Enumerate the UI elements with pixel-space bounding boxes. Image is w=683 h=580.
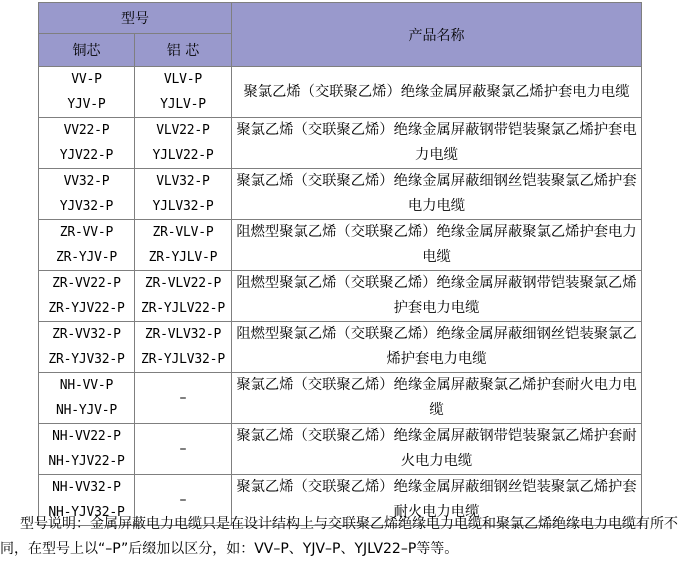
model-code: ZR-YJV32-P <box>48 352 125 367</box>
model-code: ZR-VLV-P <box>152 225 214 240</box>
model-code: NH-YJV32-P <box>48 505 125 520</box>
table-row <box>39 67 642 118</box>
aluminum-model-cell <box>135 118 232 169</box>
product-name-cell: 阻燃型聚氯乙烯（交联聚乙烯）绝缘金属屏蔽聚氯乙烯护套电力电缆 <box>232 220 642 271</box>
model-code: ZR-YJLV-P <box>148 250 218 265</box>
product-name-cell: 聚氯乙烯（交联聚乙烯）绝缘金属屏蔽钢带铠装聚氯乙烯护套耐火电力电缆 <box>232 424 642 475</box>
aluminum-model-cell: – <box>135 475 232 526</box>
table-row <box>39 322 642 373</box>
copper-model-cell <box>39 220 135 271</box>
model-code: ZR-VV32-P <box>52 327 121 342</box>
table-row <box>39 169 642 220</box>
product-name-cell: 阻燃型聚氯乙烯（交联聚乙烯）绝缘金属屏蔽细钢丝铠装聚氯乙烯护套电力电缆 <box>232 322 642 373</box>
model-code: ZR-YJV22-P <box>48 301 125 316</box>
model-code: ZR-VLV32-P <box>144 327 222 342</box>
model-code: VV-P <box>71 72 102 87</box>
model-code: YJLV-P <box>160 97 206 112</box>
model-code: ZR-YJV-P <box>55 250 117 265</box>
product-name-cell: 聚氯乙烯（交联聚乙烯）绝缘金属屏蔽细钢丝铠装聚氯乙烯护套电力电缆 <box>232 169 642 220</box>
aluminum-model-cell: – <box>135 424 232 475</box>
table-row <box>39 424 642 475</box>
header-copper-core: 铜芯 <box>39 34 135 67</box>
aluminum-model-cell: – <box>135 373 232 424</box>
product-name-cell: 阻燃型聚氯乙烯（交联聚乙烯）绝缘金属屏蔽钢带铠装聚氯乙烯护套电力电缆 <box>232 271 642 322</box>
aluminum-model-cell <box>135 322 232 373</box>
header-model: 型号 <box>39 3 232 34</box>
copper-model-cell <box>39 424 135 475</box>
model-code: ZR-YJLV22-P <box>141 301 225 316</box>
model-code: VV22-P <box>63 123 110 138</box>
model-code: VV32-P <box>63 174 110 189</box>
aluminum-model-cell <box>135 169 232 220</box>
model-code: NH-VV22-P <box>52 429 121 444</box>
model-code: YJV32-P <box>59 199 114 214</box>
header-product-name: 产品名称 <box>232 3 642 67</box>
model-code: NH-VV32-P <box>52 480 121 495</box>
product-name-cell: 聚氯乙烯（交联聚乙烯）绝缘金属屏蔽聚氯乙烯护套电力电缆 <box>232 67 642 118</box>
model-note: 型号说明：金属屏蔽电力电缆只是在设计结构上与交联聚乙烯绝缘电力电缆和聚氯乙烯绝缘电力电缆有所不同，在型号上以“–P”后缀加以区分，如：VV–P、YJV–P、YJLV22–P等等。 <box>0 516 678 557</box>
model-code: ZR-VV-P <box>59 225 114 240</box>
model-code: YJLV32-P <box>152 199 214 214</box>
model-code: NH-VV-P <box>59 378 114 393</box>
model-code: ZR-VV22-P <box>52 276 121 291</box>
copper-model-cell <box>39 67 135 118</box>
model-code: YJV22-P <box>59 148 114 163</box>
aluminum-model-cell <box>135 67 232 118</box>
model-code: ZR-YJLV32-P <box>141 352 225 367</box>
cable-model-table <box>38 2 642 526</box>
header-aluminum-core: 铝 芯 <box>135 34 232 67</box>
product-name-cell: 聚氯乙烯（交联聚乙烯）绝缘金属屏蔽聚氯乙烯护套耐火电力电缆 <box>232 373 642 424</box>
model-code: VLV32-P <box>156 174 210 189</box>
product-name-cell: 聚氯乙烯（交联聚乙烯）绝缘金属屏蔽钢带铠装聚氯乙烯护套电力电缆 <box>232 118 642 169</box>
copper-model-cell <box>39 373 135 424</box>
copper-model-cell <box>39 169 135 220</box>
model-code: NH-YJV-P <box>55 403 117 418</box>
aluminum-model-cell <box>135 271 232 322</box>
model-code: YJLV22-P <box>152 148 214 163</box>
model-code: NH-YJV22-P <box>48 454 125 469</box>
table-row <box>39 271 642 322</box>
model-code: ZR-VLV22-P <box>144 276 222 291</box>
table-row <box>39 118 642 169</box>
model-code: YJV-P <box>67 97 106 112</box>
copper-model-cell <box>39 322 135 373</box>
model-code: VLV22-P <box>156 123 210 138</box>
model-code: VLV-P <box>163 72 203 87</box>
product-name-cell: 聚氯乙烯（交联聚乙烯）绝缘金属屏蔽细钢丝铠装聚氯乙烯护套耐火电力电缆 <box>232 475 642 526</box>
table-row <box>39 220 642 271</box>
copper-model-cell <box>39 118 135 169</box>
aluminum-model-cell <box>135 220 232 271</box>
table-row <box>39 373 642 424</box>
copper-model-cell <box>39 271 135 322</box>
